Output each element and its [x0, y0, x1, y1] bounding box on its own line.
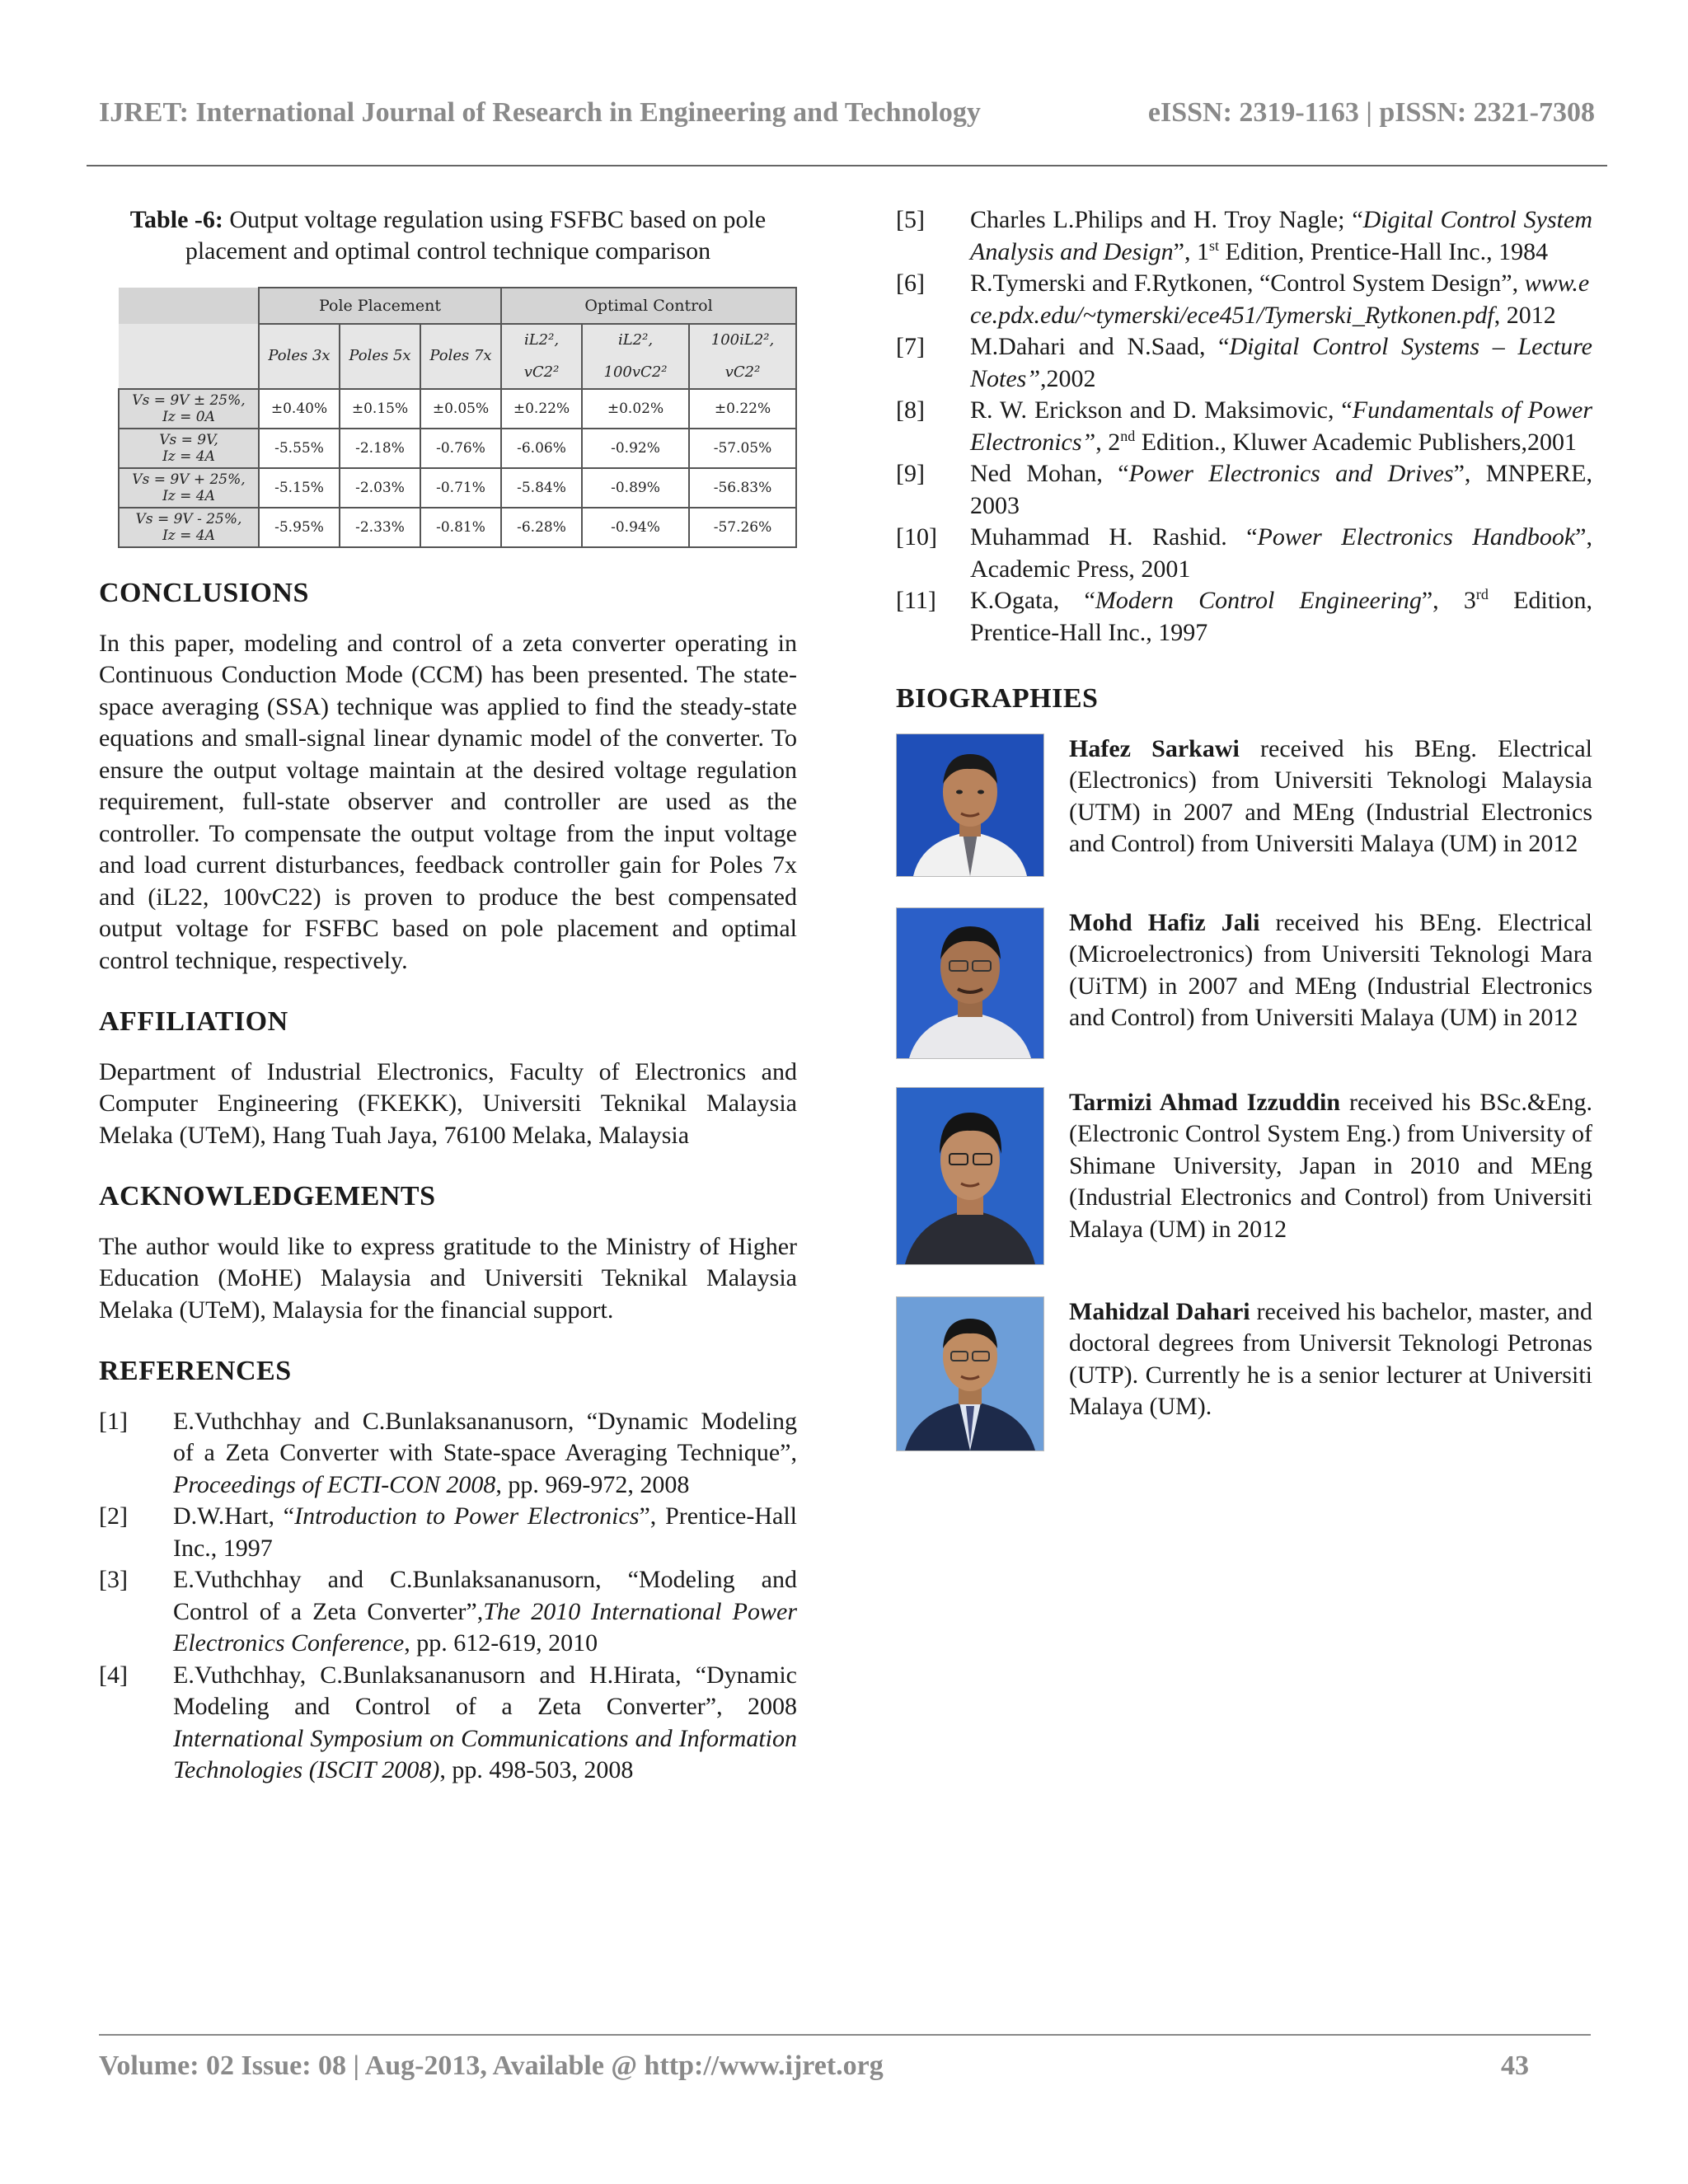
table-wrapper [99, 287, 797, 548]
reference-item [896, 268, 1592, 331]
reference-item [896, 395, 1592, 458]
reference-item [896, 331, 1592, 395]
acknowledgements-heading: ACKNOWLEDGEMENTS [99, 1181, 436, 1212]
reference-text: ”, 1 [1173, 237, 1209, 265]
author-photo-image [897, 1088, 1043, 1264]
issn: eISSN: 2319-1163 | pISSN: 2321-7308 [1147, 97, 1595, 128]
table-cell: -5.95% [259, 508, 340, 547]
table-row [119, 508, 796, 547]
table-cell: -0.94% [582, 508, 689, 547]
reference-text: E.Vuthchhay and C.Bunlaksananusorn, “Modeling and Control of a Zeta Converter”, [173, 1566, 797, 1625]
group-optimal-control: Optimal Control [501, 288, 796, 324]
table-caption [115, 204, 781, 267]
reference-source: Fundamentals of Power Electronics” [970, 396, 1593, 456]
acknowledgements-text: The author would like to express gratitude to the Ministry of Higher Education (MoHE) Malaysia and Universiti Teknikal Malaysia Melaka (UTeM), Malaysia for the financial support. [99, 1232, 797, 1324]
col-header: Poles 7x [420, 324, 501, 389]
author-photo-image [897, 1297, 1043, 1451]
table-cell: -6.28% [501, 508, 582, 547]
reference-sup: nd [1120, 427, 1136, 444]
reference-number: [4] [99, 1661, 128, 1689]
bio-text: received his BEng. Electrical (Microelectronics) from Universiti Teknologi Mara (UiTM) in 2007 and MEng (Industrial Electronics and Control) from Universiti Malaya (UM) in 2012 [1069, 908, 1592, 1031]
bio-text: received his bachelor, master, and doctoral degrees from Universit Teknologi Petronas (UTP). Currently he is a senior lecturer at Universiti Malaya (UM). [1069, 1297, 1593, 1420]
reference-item [99, 1660, 797, 1787]
biographies-heading: BIOGRAPHIES [896, 683, 1099, 714]
right-column [896, 204, 1592, 1451]
reference-number: [10] [896, 523, 937, 551]
reference-text: ”, MNPERE, 2003 [970, 460, 1592, 519]
row-label [119, 468, 259, 508]
row-label-line1: Vs = 9V - 25%, [135, 511, 242, 527]
bio-name: Mahidzal Dahari [1069, 1297, 1250, 1325]
reference-text: E.Vuthchhay, C.Bunlaksananusorn and H.Hirata, “Dynamic Modeling and Control of a Zeta Converter”, 2008 [173, 1661, 797, 1720]
bio-entry [896, 733, 1592, 877]
reference-item [99, 1501, 797, 1564]
reference-link: www.ece.pdx.edu/~tymerski/ece451/Tymerski_Rytkonen.pdf [970, 269, 1590, 329]
table-cell: -5.15% [259, 468, 340, 508]
table-corner [119, 288, 259, 324]
table-cell: ±0.22% [501, 389, 582, 429]
header-rule [87, 165, 1607, 166]
reference-item [896, 585, 1592, 649]
reference-source: Digital Control System Analysis and Design [970, 206, 1592, 265]
reference-source: Power Electronics Handbook [1257, 523, 1576, 551]
author-photo [896, 1087, 1044, 1265]
left-column [99, 204, 797, 1787]
row-label-line2: Iz = 4A [162, 448, 215, 465]
col-header: Poles 3x [259, 324, 340, 389]
table-cell: -56.83% [689, 468, 796, 508]
footer-rule [99, 2034, 1591, 2036]
reference-source: International Symposium on Communications and Information Technologies (ISCIT 2008) [173, 1724, 797, 1783]
table-cell: -0.76% [420, 429, 501, 468]
affiliation-text: Department of Industrial Electronics, Faculty of Electronics and Computer Engineering (FKEKK), Universiti Teknikal Malaysia Melaka (UTeM), Hang Tuah Jaya, 76100 Melaka, Malaysia [99, 1057, 797, 1149]
table-cell: -0.89% [582, 468, 689, 508]
table-cell: ±0.15% [340, 389, 420, 429]
table-cell: -0.92% [582, 429, 689, 468]
author-photo [896, 733, 1044, 877]
reference-list [99, 1406, 797, 1787]
row-label-line1: Vs = 9V + 25%, [132, 471, 246, 488]
table-cell: ±0.22% [689, 389, 796, 429]
reference-text: ”, 3 [1421, 587, 1476, 614]
reference-source: The 2010 International Power Electronics Conference [173, 1597, 797, 1657]
reference-text: R. W. Erickson and D. Maksimovic, “ [970, 396, 1353, 424]
table-row [119, 429, 796, 468]
reference-number: [7] [896, 333, 925, 360]
table-row [119, 389, 796, 429]
footer-text: Volume: 02 Issue: 08 | Aug-2013, Available @ http://www.ijret.org [99, 2050, 884, 2081]
reference-sup: st [1208, 237, 1219, 254]
row-label [119, 389, 259, 429]
reference-text: Ned Mohan, “ [970, 460, 1129, 487]
col-header: iL2², vC2² [501, 324, 582, 389]
caption-text: Output voltage regulation using FSFBC based on pole placement and optimal control technique comparison [185, 206, 767, 265]
reference-item [99, 1564, 797, 1660]
reference-number: [3] [99, 1566, 128, 1593]
page-number: 43 [1501, 2050, 1529, 2081]
reference-list-continued [896, 204, 1592, 649]
reference-item [896, 204, 1592, 268]
reference-number: [5] [896, 206, 925, 233]
bio-name: Hafez Sarkawi [1069, 734, 1240, 762]
table-cell: -5.84% [501, 468, 582, 508]
author-photo-image [897, 908, 1043, 1058]
table-cell: ±0.02% [582, 389, 689, 429]
col-header: 100iL2², vC2² [689, 324, 796, 389]
table-cell: -2.33% [340, 508, 420, 547]
reference-text: E.Vuthchhay and C.Bunlaksananusorn, “Dynamic Modeling of a Zeta Converter with State-space Averaging Technique”, [173, 1407, 797, 1466]
reference-text: D.W.Hart, “ [173, 1502, 295, 1530]
reference-source: Digital Control Systems – Lecture Notes” [970, 333, 1592, 392]
reference-text: Edition, Prentice-Hall Inc., 1997 [970, 587, 1592, 646]
bio-entry [896, 1296, 1592, 1451]
table-cell: -57.26% [689, 508, 796, 547]
reference-number: [8] [896, 396, 925, 424]
author-photo-image [897, 734, 1043, 876]
reference-source: Proceedings of ECTI-CON 2008 [173, 1470, 496, 1498]
row-label-line1: Vs = 9V, [159, 432, 218, 448]
reference-text: K.Ogata, “ [970, 587, 1095, 614]
reference-text: , pp. 969-972, 2008 [495, 1470, 690, 1498]
reference-text: Edition., Kluwer Academic Publishers,2001 [1135, 428, 1577, 456]
reference-text: Edition, Prentice-Hall Inc., 1984 [1219, 237, 1549, 265]
reference-item [896, 522, 1592, 585]
references-heading: REFERENCES [99, 1356, 292, 1386]
reference-text: , pp. 612-619, 2010 [404, 1629, 598, 1657]
reference-text: , 2 [1095, 428, 1121, 456]
reference-item [896, 458, 1592, 522]
bio-name: Mohd Hafiz Jali [1069, 908, 1260, 936]
table-cell: -2.18% [340, 429, 420, 468]
page-footer [99, 2050, 1529, 2082]
author-photo [896, 1296, 1044, 1451]
reference-number: [9] [896, 460, 925, 487]
reference-source: Power Electronics and Drives [1128, 460, 1454, 487]
bio-entry [896, 907, 1592, 1059]
reference-text: ”, Prentice-Hall Inc., 1997 [173, 1502, 798, 1562]
row-label-line2: Iz = 4A [162, 527, 215, 544]
table-cell: -0.71% [420, 468, 501, 508]
reference-number: [1] [99, 1407, 128, 1435]
reference-text: R.Tymerski and F.Rytkonen, “Control System Design”, [970, 269, 1525, 297]
bio-text: received his BSc.&Eng. (Electronic Control System Eng.) from University of Shimane University, Japan in 2010 and MEng (Industrial Electronics and Control) from Universiti Malaya (UM) in 2012 [1069, 1088, 1592, 1243]
row-label-line1: Vs = 9V ± 25%, [132, 392, 246, 409]
reference-text: Muhammad H. Rashid. “ [970, 523, 1258, 551]
comparison-table [118, 287, 797, 548]
table-row [119, 468, 796, 508]
journal-title: IJRET: International Journal of Research in Engineering and Technology [99, 97, 981, 128]
bio-entry [896, 1087, 1592, 1265]
affiliation-heading: AFFILIATION [99, 1006, 288, 1037]
row-label [119, 508, 259, 547]
conclusions-heading: CONCLUSIONS [99, 578, 309, 608]
group-pole-placement: Pole Placement [259, 288, 501, 324]
bio-name: Tarmizi Ahmad Izzuddin [1069, 1088, 1341, 1116]
caption-label: Table -6: [129, 206, 223, 233]
table-cell: -6.06% [501, 429, 582, 468]
reference-source: Modern Control Engineering [1095, 587, 1422, 614]
author-photo [896, 907, 1044, 1059]
table-cell: -57.05% [689, 429, 796, 468]
table-cell: ±0.05% [420, 389, 501, 429]
reference-text: , pp. 498-503, 2008 [439, 1756, 634, 1783]
row-label [119, 429, 259, 468]
reference-item [99, 1406, 797, 1502]
table-column-header [119, 324, 796, 389]
table-cell: -5.55% [259, 429, 340, 468]
table-cell: -2.03% [340, 468, 420, 508]
col-header: iL2², 100vC2² [582, 324, 689, 389]
reference-text: Charles L.Philips and H. Troy Nagle; “ [970, 206, 1363, 233]
reference-source: Introduction to Power Electronics [294, 1502, 640, 1530]
table-corner [119, 324, 259, 389]
reference-sup: rd [1475, 586, 1489, 602]
reference-text: M.Dahari and N.Saad, “ [970, 333, 1230, 360]
reference-number: [2] [99, 1502, 128, 1530]
col-header: Poles 5x [340, 324, 420, 389]
row-label-line2: Iz = 0A [162, 409, 215, 425]
reference-text: ”, Academic Press, 2001 [970, 523, 1592, 583]
row-label-line2: Iz = 4A [162, 488, 215, 504]
reference-number: [11] [896, 587, 936, 614]
reference-number: [6] [896, 269, 925, 297]
reference-text: , 2012 [1493, 301, 1556, 329]
table-cell: ±0.40% [259, 389, 340, 429]
reference-text: ,2002 [1040, 364, 1096, 392]
conclusions-text: In this paper, modeling and control of a zeta converter operating in Continuous Conduction Mode (CCM) has been presented. The state-space averaging (SSA) technique was applied to find the steady-state equations and small-signal linear dynamic model of the converter. To ensure the output voltage maintain at the desired voltage regulation requirement, full-state observer and controller are used as the controller. To compensate the output voltage from the input voltage and load current disturbances, feedback controller gain for Poles 7x and (iL22, 100vC22) is proven to produce the best compensated output voltage for FSFBC based on pole placement and optimal control technique, respectively. [99, 629, 797, 974]
bio-text: received his BEng. Electrical (Electronics) from Universiti Teknologi Malaysia (UTM) in 2007 and MEng (Industrial Electronics and Control) from Universiti Malaya (UM) in 2012 [1069, 734, 1592, 857]
table-group-header [119, 288, 796, 324]
table-cell: -0.81% [420, 508, 501, 547]
